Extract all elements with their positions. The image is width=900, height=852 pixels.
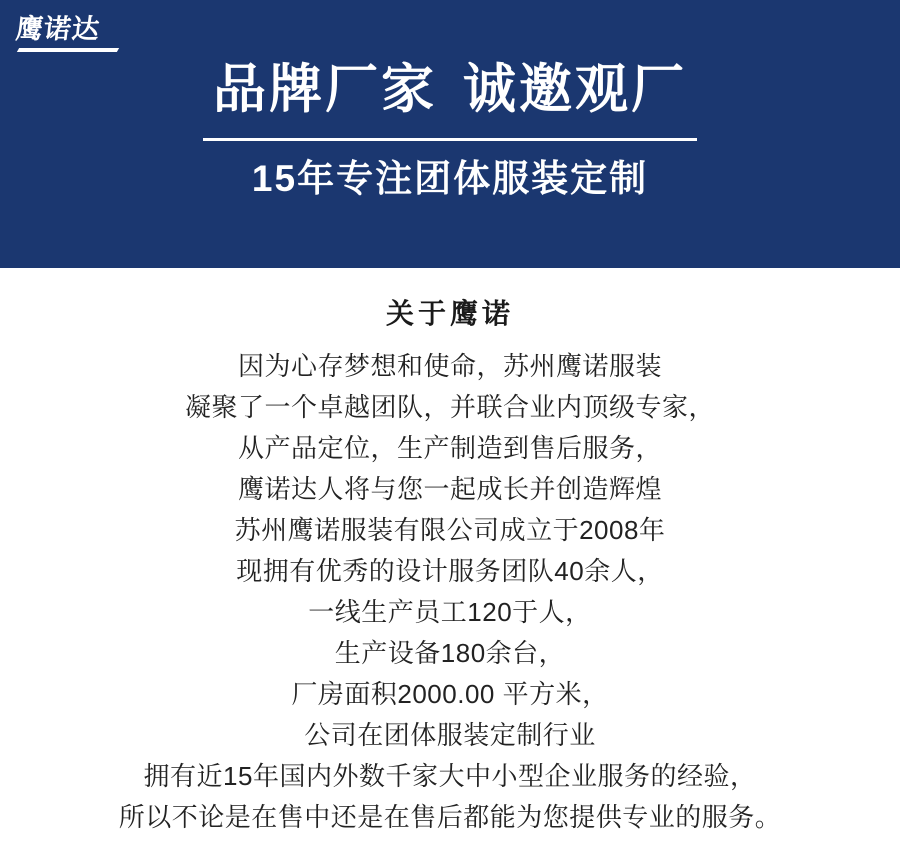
- about-line: 现拥有优秀的设计服务团队40余人，: [236, 556, 664, 586]
- about-heading: 关于鹰诺: [385, 298, 514, 329]
- brand-logo-text: 鹰诺达: [14, 14, 102, 44]
- about-line: 生产设备180余台，: [334, 638, 566, 668]
- banner-divider: [203, 138, 697, 141]
- about-line: 拥有近15年国内外数千家大中小型企业服务的经验，: [143, 761, 757, 791]
- about-line: 所以不论是在售中还是在售后都能为您提供专业的服务。: [118, 802, 782, 832]
- about-line: 厂房面积2000.00 平方米，: [291, 679, 609, 709]
- about-body: [0, 346, 900, 838]
- about-line: 一线生产员工120于人，: [308, 597, 592, 627]
- about-line: 鹰诺达人将与您一起成长并创造辉煌: [237, 474, 662, 504]
- banner-title-part2: 诚邀观厂: [463, 60, 687, 119]
- banner-title-part1: 品牌厂家: [213, 60, 437, 119]
- about-line: 凝聚了一个卓越团队，并联合业内顶级专家，: [184, 392, 715, 422]
- about-line: 公司在团体服装定制行业: [304, 720, 596, 750]
- about-line: 因为心存梦想和使命，苏州鹰诺服装: [237, 351, 662, 381]
- banner-content: [0, 0, 900, 268]
- hero-banner: [0, 0, 900, 268]
- about-line: 从产品定位，生产制造到售后服务，: [237, 433, 662, 463]
- about-section: [0, 268, 900, 838]
- about-line: 苏州鹰诺服装有限公司成立于2008年: [234, 515, 666, 545]
- banner-title: [213, 58, 687, 122]
- banner-subtitle: 15年专注团体服装定制: [251, 158, 649, 199]
